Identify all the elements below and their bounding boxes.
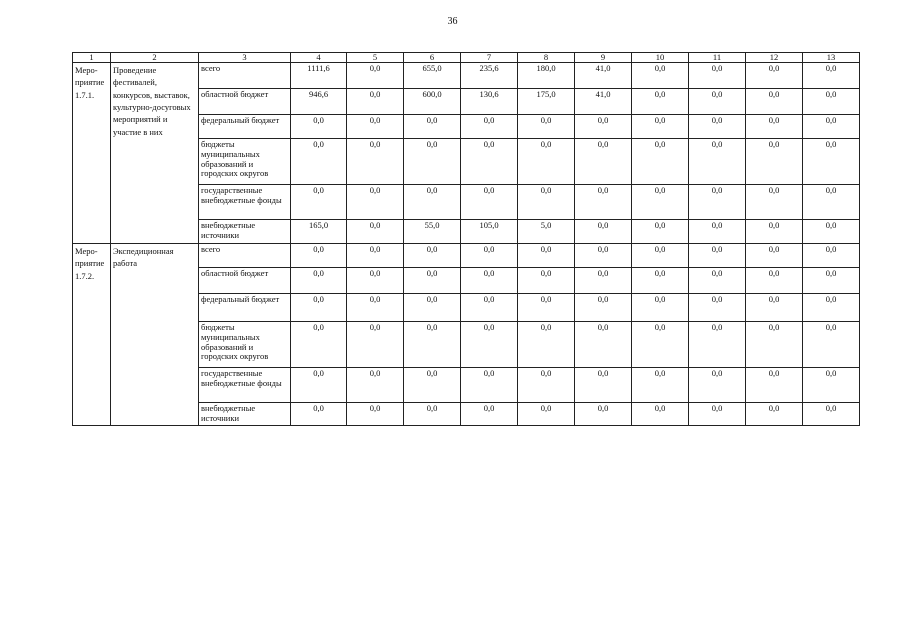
amount-cell: 0,0	[803, 268, 860, 294]
funding-source: внебюджетные источники	[199, 220, 291, 244]
amount-cell: 0,0	[632, 322, 689, 368]
amount-cell: 0,0	[746, 322, 803, 368]
amount-cell: 130,6	[461, 89, 518, 115]
amount-cell: 0,0	[632, 115, 689, 139]
amount-cell: 0,0	[347, 268, 404, 294]
amount-cell: 0,0	[803, 139, 860, 185]
amount-cell: 0,0	[746, 63, 803, 89]
amount-cell: 0,0	[632, 268, 689, 294]
funding-source: бюджеты муниципальных образований и городских округов	[199, 322, 291, 368]
amount-cell: 0,0	[746, 185, 803, 220]
amount-cell: 0,0	[746, 368, 803, 403]
table-row	[73, 63, 860, 89]
amount-cell: 0,0	[689, 244, 746, 268]
amount-cell: 55,0	[404, 220, 461, 244]
amount-cell: 0,0	[461, 115, 518, 139]
amount-cell: 0,0	[518, 115, 575, 139]
amount-cell: 0,0	[689, 89, 746, 115]
amount-cell: 0,0	[575, 268, 632, 294]
amount-cell: 0,0	[518, 294, 575, 322]
amount-cell: 0,0	[746, 220, 803, 244]
page-number: 36	[447, 16, 458, 27]
table-body	[73, 63, 860, 426]
amount-cell: 0,0	[632, 220, 689, 244]
amount-cell: 0,0	[575, 368, 632, 403]
amount-cell: 0,0	[632, 244, 689, 268]
amount-cell: 0,0	[461, 268, 518, 294]
amount-cell: 0,0	[404, 115, 461, 139]
amount-cell: 0,0	[518, 139, 575, 185]
amount-cell: 0,0	[746, 244, 803, 268]
amount-cell: 0,0	[404, 268, 461, 294]
amount-cell: 0,0	[347, 403, 404, 426]
amount-cell: 0,0	[461, 294, 518, 322]
amount-cell: 0,0	[291, 139, 347, 185]
amount-cell: 0,0	[461, 139, 518, 185]
amount-cell: 0,0	[575, 220, 632, 244]
amount-cell: 0,0	[347, 185, 404, 220]
amount-cell: 0,0	[518, 268, 575, 294]
amount-cell: 0,0	[404, 139, 461, 185]
column-header: 12	[746, 53, 803, 63]
amount-cell: 0,0	[347, 89, 404, 115]
funding-source: бюджеты муниципальных образований и городских округов	[199, 139, 291, 185]
amount-cell: 0,0	[461, 244, 518, 268]
amount-cell: 0,0	[404, 322, 461, 368]
header-row	[73, 53, 860, 63]
amount-cell: 0,0	[689, 322, 746, 368]
amount-cell: 0,0	[803, 63, 860, 89]
amount-cell: 0,0	[518, 403, 575, 426]
amount-cell: 0,0	[803, 185, 860, 220]
amount-cell: 0,0	[689, 185, 746, 220]
amount-cell: 0,0	[518, 322, 575, 368]
amount-cell: 0,0	[347, 220, 404, 244]
amount-cell: 0,0	[632, 139, 689, 185]
amount-cell: 0,0	[575, 244, 632, 268]
amount-cell: 41,0	[575, 89, 632, 115]
amount-cell: 175,0	[518, 89, 575, 115]
column-header: 7	[461, 53, 518, 63]
amount-cell: 946,6	[291, 89, 347, 115]
amount-cell: 1111,6	[291, 63, 347, 89]
column-header: 9	[575, 53, 632, 63]
amount-cell: 0,0	[689, 115, 746, 139]
amount-cell: 105,0	[461, 220, 518, 244]
funding-source: всего	[199, 63, 291, 89]
activity-name: Экспедиционная работа	[111, 244, 199, 426]
amount-cell: 0,0	[803, 220, 860, 244]
amount-cell: 0,0	[575, 294, 632, 322]
funding-source: внебюджетные источники	[199, 403, 291, 426]
column-header: 1	[73, 53, 111, 63]
amount-cell: 0,0	[575, 403, 632, 426]
amount-cell: 0,0	[746, 139, 803, 185]
amount-cell: 0,0	[518, 368, 575, 403]
amount-cell: 0,0	[632, 294, 689, 322]
amount-cell: 0,0	[746, 115, 803, 139]
amount-cell: 0,0	[461, 322, 518, 368]
amount-cell: 0,0	[347, 322, 404, 368]
amount-cell: 0,0	[291, 185, 347, 220]
amount-cell: 0,0	[518, 244, 575, 268]
amount-cell: 0,0	[404, 403, 461, 426]
amount-cell: 0,0	[404, 368, 461, 403]
amount-cell: 0,0	[632, 185, 689, 220]
amount-cell: 0,0	[632, 368, 689, 403]
table-row	[73, 244, 860, 268]
amount-cell: 0,0	[689, 294, 746, 322]
amount-cell: 0,0	[347, 115, 404, 139]
amount-cell: 0,0	[746, 268, 803, 294]
amount-cell: 600,0	[404, 89, 461, 115]
column-header: 8	[518, 53, 575, 63]
amount-cell: 0,0	[746, 403, 803, 426]
amount-cell: 0,0	[689, 368, 746, 403]
column-header: 6	[404, 53, 461, 63]
amount-cell: 0,0	[689, 139, 746, 185]
amount-cell: 0,0	[404, 244, 461, 268]
amount-cell: 0,0	[291, 268, 347, 294]
budget-table	[72, 52, 860, 426]
amount-cell: 0,0	[291, 368, 347, 403]
amount-cell: 0,0	[461, 403, 518, 426]
amount-cell: 0,0	[803, 89, 860, 115]
amount-cell: 0,0	[291, 322, 347, 368]
amount-cell: 0,0	[404, 185, 461, 220]
amount-cell: 0,0	[803, 368, 860, 403]
amount-cell: 0,0	[632, 63, 689, 89]
amount-cell: 0,0	[632, 403, 689, 426]
column-header: 2	[111, 53, 199, 63]
column-header: 11	[689, 53, 746, 63]
column-header: 5	[347, 53, 404, 63]
amount-cell: 41,0	[575, 63, 632, 89]
amount-cell: 235,6	[461, 63, 518, 89]
activity-name: Проведение фестивалей, конкурсов, выставок, культурно-досуговых мероприятий и участие в них	[111, 63, 199, 244]
amount-cell: 165,0	[291, 220, 347, 244]
column-header: 4	[291, 53, 347, 63]
funding-source: федеральный бюджет	[199, 115, 291, 139]
amount-cell: 0,0	[461, 368, 518, 403]
amount-cell: 0,0	[689, 403, 746, 426]
amount-cell: 0,0	[291, 403, 347, 426]
amount-cell: 0,0	[291, 115, 347, 139]
amount-cell: 0,0	[575, 322, 632, 368]
amount-cell: 0,0	[689, 220, 746, 244]
activity-code: Меро- приятие 1.7.2.	[73, 244, 111, 426]
funding-source: областной бюджет	[199, 268, 291, 294]
funding-source: областной бюджет	[199, 89, 291, 115]
column-header: 3	[199, 53, 291, 63]
column-header: 10	[632, 53, 689, 63]
amount-cell: 5,0	[518, 220, 575, 244]
column-header: 13	[803, 53, 860, 63]
amount-cell: 0,0	[347, 368, 404, 403]
amount-cell: 0,0	[291, 244, 347, 268]
amount-cell: 0,0	[291, 294, 347, 322]
amount-cell: 0,0	[746, 294, 803, 322]
amount-cell: 0,0	[803, 244, 860, 268]
amount-cell: 180,0	[518, 63, 575, 89]
amount-cell: 0,0	[347, 244, 404, 268]
funding-source: федеральный бюджет	[199, 294, 291, 322]
funding-source: государственные внебюджетные фонды	[199, 185, 291, 220]
amount-cell: 0,0	[689, 268, 746, 294]
amount-cell: 0,0	[746, 89, 803, 115]
amount-cell: 0,0	[347, 294, 404, 322]
amount-cell: 0,0	[404, 294, 461, 322]
amount-cell: 0,0	[461, 185, 518, 220]
amount-cell: 0,0	[347, 139, 404, 185]
amount-cell: 655,0	[404, 63, 461, 89]
amount-cell: 0,0	[803, 322, 860, 368]
amount-cell: 0,0	[575, 139, 632, 185]
amount-cell: 0,0	[575, 115, 632, 139]
amount-cell: 0,0	[803, 403, 860, 426]
activity-code: Меро- приятие 1.7.1.	[73, 63, 111, 244]
amount-cell: 0,0	[803, 294, 860, 322]
amount-cell: 0,0	[518, 185, 575, 220]
amount-cell: 0,0	[575, 185, 632, 220]
amount-cell: 0,0	[632, 89, 689, 115]
amount-cell: 0,0	[689, 63, 746, 89]
amount-cell: 0,0	[347, 63, 404, 89]
funding-source: государственные внебюджетные фонды	[199, 368, 291, 403]
amount-cell: 0,0	[803, 115, 860, 139]
funding-source: всего	[199, 244, 291, 268]
